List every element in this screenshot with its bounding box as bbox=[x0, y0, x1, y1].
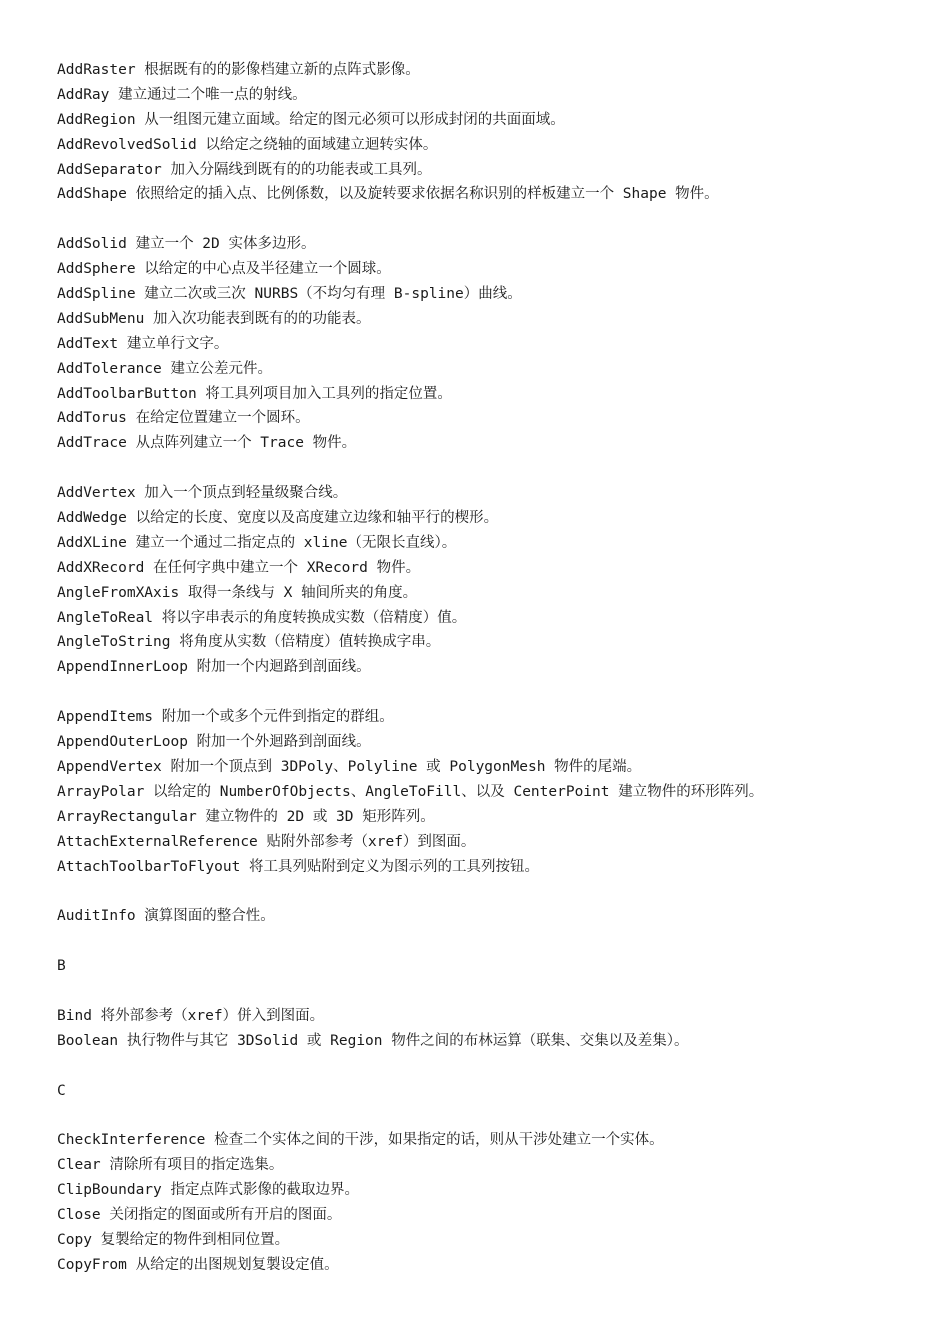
method-description-line: AngleFromXAxis 取得一条线与 X 轴间所夹的角度。 bbox=[57, 584, 418, 601]
method-description-line: CopyFrom 从给定的出图规划复製设定值。 bbox=[57, 1256, 339, 1273]
method-description-line: AddXRecord 在任何字典中建立一个 XRecord 物件。 bbox=[57, 559, 421, 576]
method-description-line: AppendVertex 附加一个顶点到 3DPoly、Polyline 或 PolygonMesh 物件的尾端。 bbox=[57, 758, 642, 775]
method-description-line: ArrayRectangular 建立物件的 2D 或 3D 矩形阵列。 bbox=[57, 808, 435, 825]
method-description-line: AppendOuterLoop 附加一个外迴路到剖面线。 bbox=[57, 734, 371, 751]
method-description-line: AddSeparator 加入分隔线到既有的的功能表或工具列。 bbox=[57, 161, 432, 178]
method-description-line: CheckInterference 检查二个实体之间的干涉，如果指定的话，则从干涉处建立一个实体。 bbox=[57, 1132, 664, 1149]
method-description-line: AddRegion 从一组图元建立面域。给定的图元必须可以形成封闭的共面面域。 bbox=[57, 111, 565, 128]
method-description-line: AddSolid 建立一个 2D 实体多边形。 bbox=[57, 236, 316, 253]
blank-line bbox=[57, 979, 930, 1004]
method-description-line: AuditInfo 演算图面的整合性。 bbox=[57, 908, 275, 925]
method-description-line: AddToolbarButton 将工具列项目加入工具列的指定位置。 bbox=[57, 385, 452, 402]
method-description-line: AddRaster 根据既有的的影像档建立新的点阵式影像。 bbox=[57, 62, 420, 78]
method-description-line: AngleToString 将角度从实数（倍精度）值转换成字串。 bbox=[57, 634, 441, 651]
method-description-line: Close 关闭指定的图面或所有开启的图面。 bbox=[57, 1206, 342, 1223]
section-letter-heading: B bbox=[57, 958, 66, 975]
method-description-line: AddXLine 建立一个通过二指定点的 xline（无限长直线）。 bbox=[57, 534, 457, 551]
method-description-line: Bind 将外部参考（xref）併入到图面。 bbox=[57, 1007, 325, 1024]
method-description-line: AddTolerance 建立公差元件。 bbox=[57, 360, 272, 377]
method-description-line: AddSphere 以给定的中心点及半径建立一个圆球。 bbox=[57, 261, 391, 278]
blank-line bbox=[57, 207, 930, 232]
method-description-line: AppendItems 附加一个或多个元件到指定的群组。 bbox=[57, 709, 394, 726]
method-description-line: AddVertex 加入一个顶点到轻量级聚合线。 bbox=[57, 485, 348, 502]
method-description-line: AngleToReal 将以字串表示的角度转换成实数（倍精度）值。 bbox=[57, 609, 467, 626]
method-description-line: Boolean 执行物件与其它 3DSolid 或 Region 物件之间的布林运算（联集、交集以及差集）。 bbox=[57, 1032, 689, 1049]
method-description-line: AppendInnerLoop 附加一个内迴路到剖面线。 bbox=[57, 659, 371, 676]
blank-line bbox=[57, 929, 930, 954]
method-description-line: AttachToolbarToFlyout 将工具列贴附到定义为图示列的工具列按钮。 bbox=[57, 858, 540, 875]
method-description-line: Copy 复製给定的物件到相同位置。 bbox=[57, 1231, 290, 1248]
blank-line bbox=[57, 680, 930, 705]
method-description-line: ClipBoundary 指定点阵式影像的截取边界。 bbox=[57, 1182, 359, 1199]
method-description-line: AddSpline 建立二次或三次 NURBS（不均匀有理 B-spline）曲线。 bbox=[57, 286, 522, 303]
method-description-line: AddSubMenu 加入次功能表到既有的的功能表。 bbox=[57, 310, 371, 327]
method-description-line: ArrayPolar 以给定的 NumberOfObjects、AngleToFill、以及 CenterPoint 建立物件的环形阵列。 bbox=[57, 783, 764, 800]
blank-line bbox=[57, 1054, 930, 1079]
method-description-line: AddWedge 以给定的长度、宽度以及高度建立边缘和轴平行的楔形。 bbox=[57, 510, 499, 527]
document-page bbox=[57, 58, 930, 1278]
blank-line bbox=[57, 456, 930, 481]
method-description-line: AddTrace 从点阵列建立一个 Trace 物件。 bbox=[57, 435, 357, 452]
method-description-line: AddTorus 在给定位置建立一个圆环。 bbox=[57, 410, 310, 427]
section-letter-heading: C bbox=[57, 1082, 66, 1099]
method-description-line: Clear 清除所有项目的指定选集。 bbox=[57, 1157, 284, 1174]
blank-line bbox=[57, 879, 930, 904]
method-description-line: AddRay 建立通过二个唯一点的射线。 bbox=[57, 86, 307, 103]
method-description-line: AttachExternalReference 贴附外部参考（xref）到图面。 bbox=[57, 833, 476, 850]
method-description-line: AddText 建立单行文字。 bbox=[57, 335, 229, 352]
method-description-line: AddRevolvedSolid 以给定之绕轴的面域建立迴转实体。 bbox=[57, 136, 438, 153]
blank-line bbox=[57, 1103, 930, 1128]
method-description-line: AddShape 依照给定的插入点、比例係数，以及旋转要求依据名称识别的样板建立一个 Shape 物件。 bbox=[57, 186, 719, 203]
